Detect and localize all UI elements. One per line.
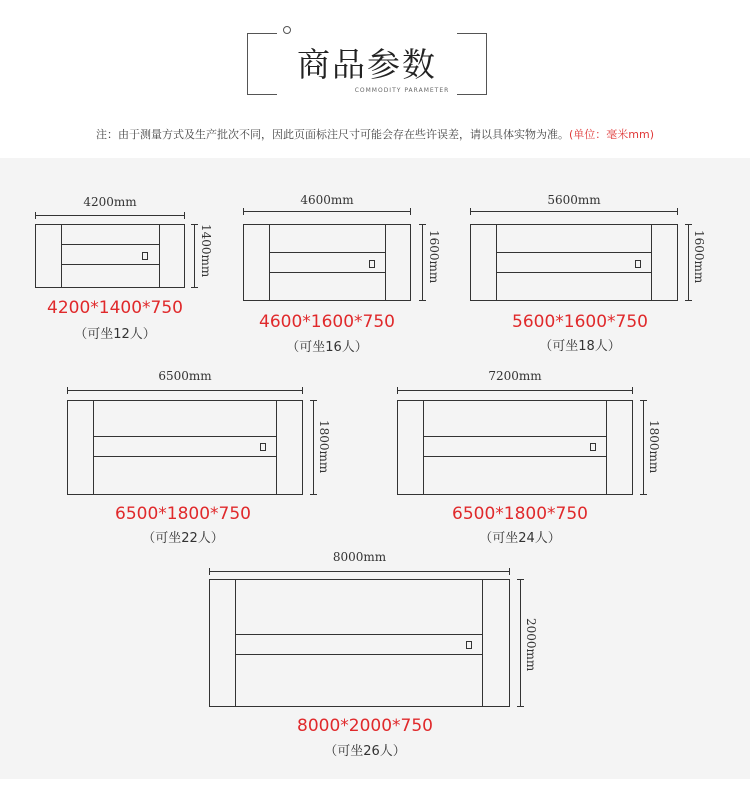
unit-label: (单位：毫米mm) [568, 128, 654, 141]
height-dimension-line [194, 224, 195, 288]
table-drawer [235, 634, 483, 655]
height-label: 1800mm [647, 420, 661, 474]
height-label: 1400mm [199, 224, 213, 278]
handle-icon [466, 641, 472, 649]
table-drawer [496, 252, 652, 273]
handle-icon [590, 443, 596, 451]
size-label: 6500*1800*750 [452, 504, 588, 524]
width-label: 4600mm [300, 193, 354, 207]
size-label: 5600*1600*750 [512, 312, 648, 332]
width-label: 4200mm [83, 195, 137, 209]
seat-label: （可坐26人） [324, 744, 406, 759]
size-label: 4600*1600*750 [259, 312, 395, 332]
seat-label: （可坐22人） [142, 531, 224, 546]
seat-label: （可坐12人） [74, 327, 156, 342]
handle-icon [369, 260, 375, 268]
width-dimension-line [397, 390, 633, 391]
height-label: 2000mm [524, 618, 538, 672]
title-frame [247, 33, 487, 95]
width-label: 7200mm [488, 369, 542, 383]
content-area [0, 158, 750, 779]
page-subtitle: COMMODITY PARAMETER [354, 87, 450, 94]
width-dimension-line [243, 211, 411, 212]
size-label: 8000*2000*750 [297, 716, 433, 736]
note-text: 注：由于测量方式及生产批次不同，因此页面标注尺寸可能会存在些许误差，请以具体实物为准。 [95, 128, 569, 141]
height-dimension-line [520, 579, 521, 707]
width-dimension-line [470, 211, 678, 212]
height-dimension-line [643, 400, 644, 495]
height-dimension-line [313, 400, 314, 495]
size-label: 4200*1400*750 [47, 298, 183, 318]
height-dimension-line [688, 224, 689, 301]
circle-icon [283, 26, 291, 34]
width-dimension-line [209, 571, 510, 572]
handle-icon [260, 443, 266, 451]
seat-label: （可坐24人） [479, 531, 561, 546]
header [0, 0, 750, 158]
width-label: 6500mm [158, 369, 212, 383]
table-drawer [423, 436, 607, 457]
height-dimension-line [422, 224, 423, 301]
seat-label: （可坐18人） [539, 339, 621, 354]
seat-label: （可坐16人） [286, 340, 368, 355]
table-drawer [93, 436, 277, 457]
footer [0, 779, 750, 799]
measurement-note [0, 126, 750, 142]
height-label: 1600mm [427, 230, 441, 284]
width-dimension-line [67, 390, 303, 391]
size-label: 6500*1800*750 [115, 504, 251, 524]
handle-icon [142, 252, 148, 260]
page-title: 商品参数 [297, 45, 437, 84]
height-label: 1800mm [317, 420, 331, 474]
width-label: 8000mm [332, 550, 387, 564]
handle-icon [635, 260, 641, 268]
width-dimension-line [35, 215, 185, 216]
height-label: 1600mm [692, 230, 706, 284]
width-label: 5600mm [547, 193, 601, 207]
